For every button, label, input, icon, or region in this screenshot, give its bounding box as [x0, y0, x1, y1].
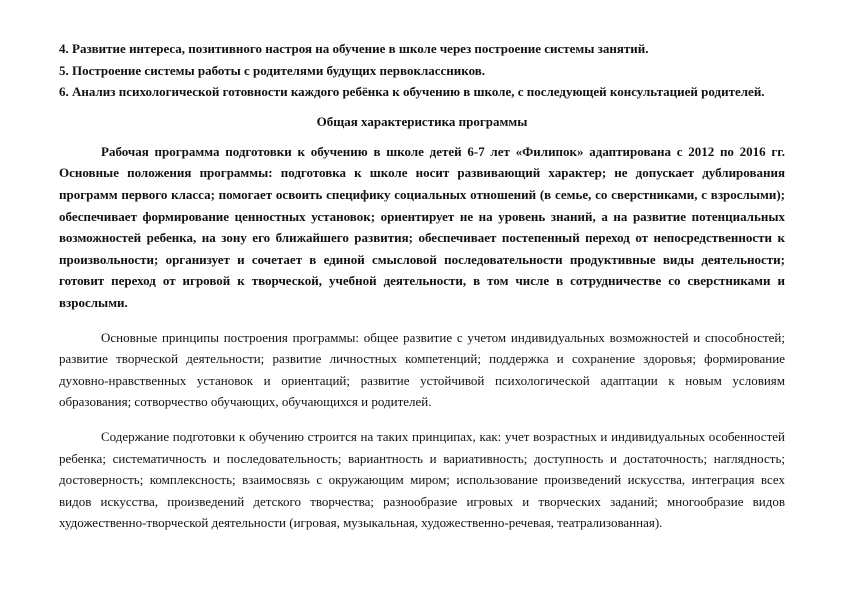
list-item-4: 4. Развитие интереса, позитивного настроя на обучение в школе через построение системы занятий. — [59, 41, 649, 56]
paragraph-content-principles: Содержание подготовки к обучению строится на таких принципах, как: учет возрастных и индивидуальных особенностей ребенка; систематичность и последовательность; вариантность и вариативность; доступность и достаточность; наглядность; достоверность; комплексность; взаимосвязь с окружающим миром; использование произведений искусства, интеграция всех видов искусства, произведений детского творчества; разнообразие игровых и творческих заданий; многообразие видов художественно-творческой деятельности (игровая, музыкальная, художественно-речевая, театрализованная). — [59, 428, 785, 531]
paragraph-program-overview: Рабочая программа подготовки к обучению в школе детей 6-7 лет «Филипок» адаптирована с 2012 по 2016 гг. Основные положения программы: подготовка к школе носит развивающий характер; не допускает дублирования программ первого класса; помогает освоить специфику социальных отношений (в семье, со сверстниками, с взрослыми); обеспечивает формирование ценностных установок; ориентирует не на уровень знаний, а на развитие потенциальных возможностей ребенка, на зону его ближайшего развития; обеспечивает постепенный переход от непосредственности к произвольности; организует и сочетает в единой смысловой последовательности продуктивные виды деятельности; готовит переход от игровой к творческой, учебной деятельности, в том числе в сотрудничестве со сверстниками и взрослыми. — [59, 143, 785, 310]
section-heading: Общая характеристика программы — [316, 113, 528, 129]
paragraph-principles: Основные принципы построения программы: общее развитие с учетом индивидуальных возможностей и способностей; развитие творческой деятельности; развитие личностных компетенций; поддержка и сохранение здоровья; формирование духовно-нравственных установок и ориентаций; развитие устойчивой психологической адаптации к новым условиям образования; сотворчество обучающих, обучающихся и родителей. — [59, 329, 785, 410]
document-body — [59, 38, 785, 534]
list-item-5: 5. Построение системы работы с родителями будущих первоклассников. — [59, 62, 486, 78]
list-item-6: 6. Анализ психологической готовности каждого ребёнка к обучению в школе, с последующей консультацией родителей. — [59, 84, 765, 100]
